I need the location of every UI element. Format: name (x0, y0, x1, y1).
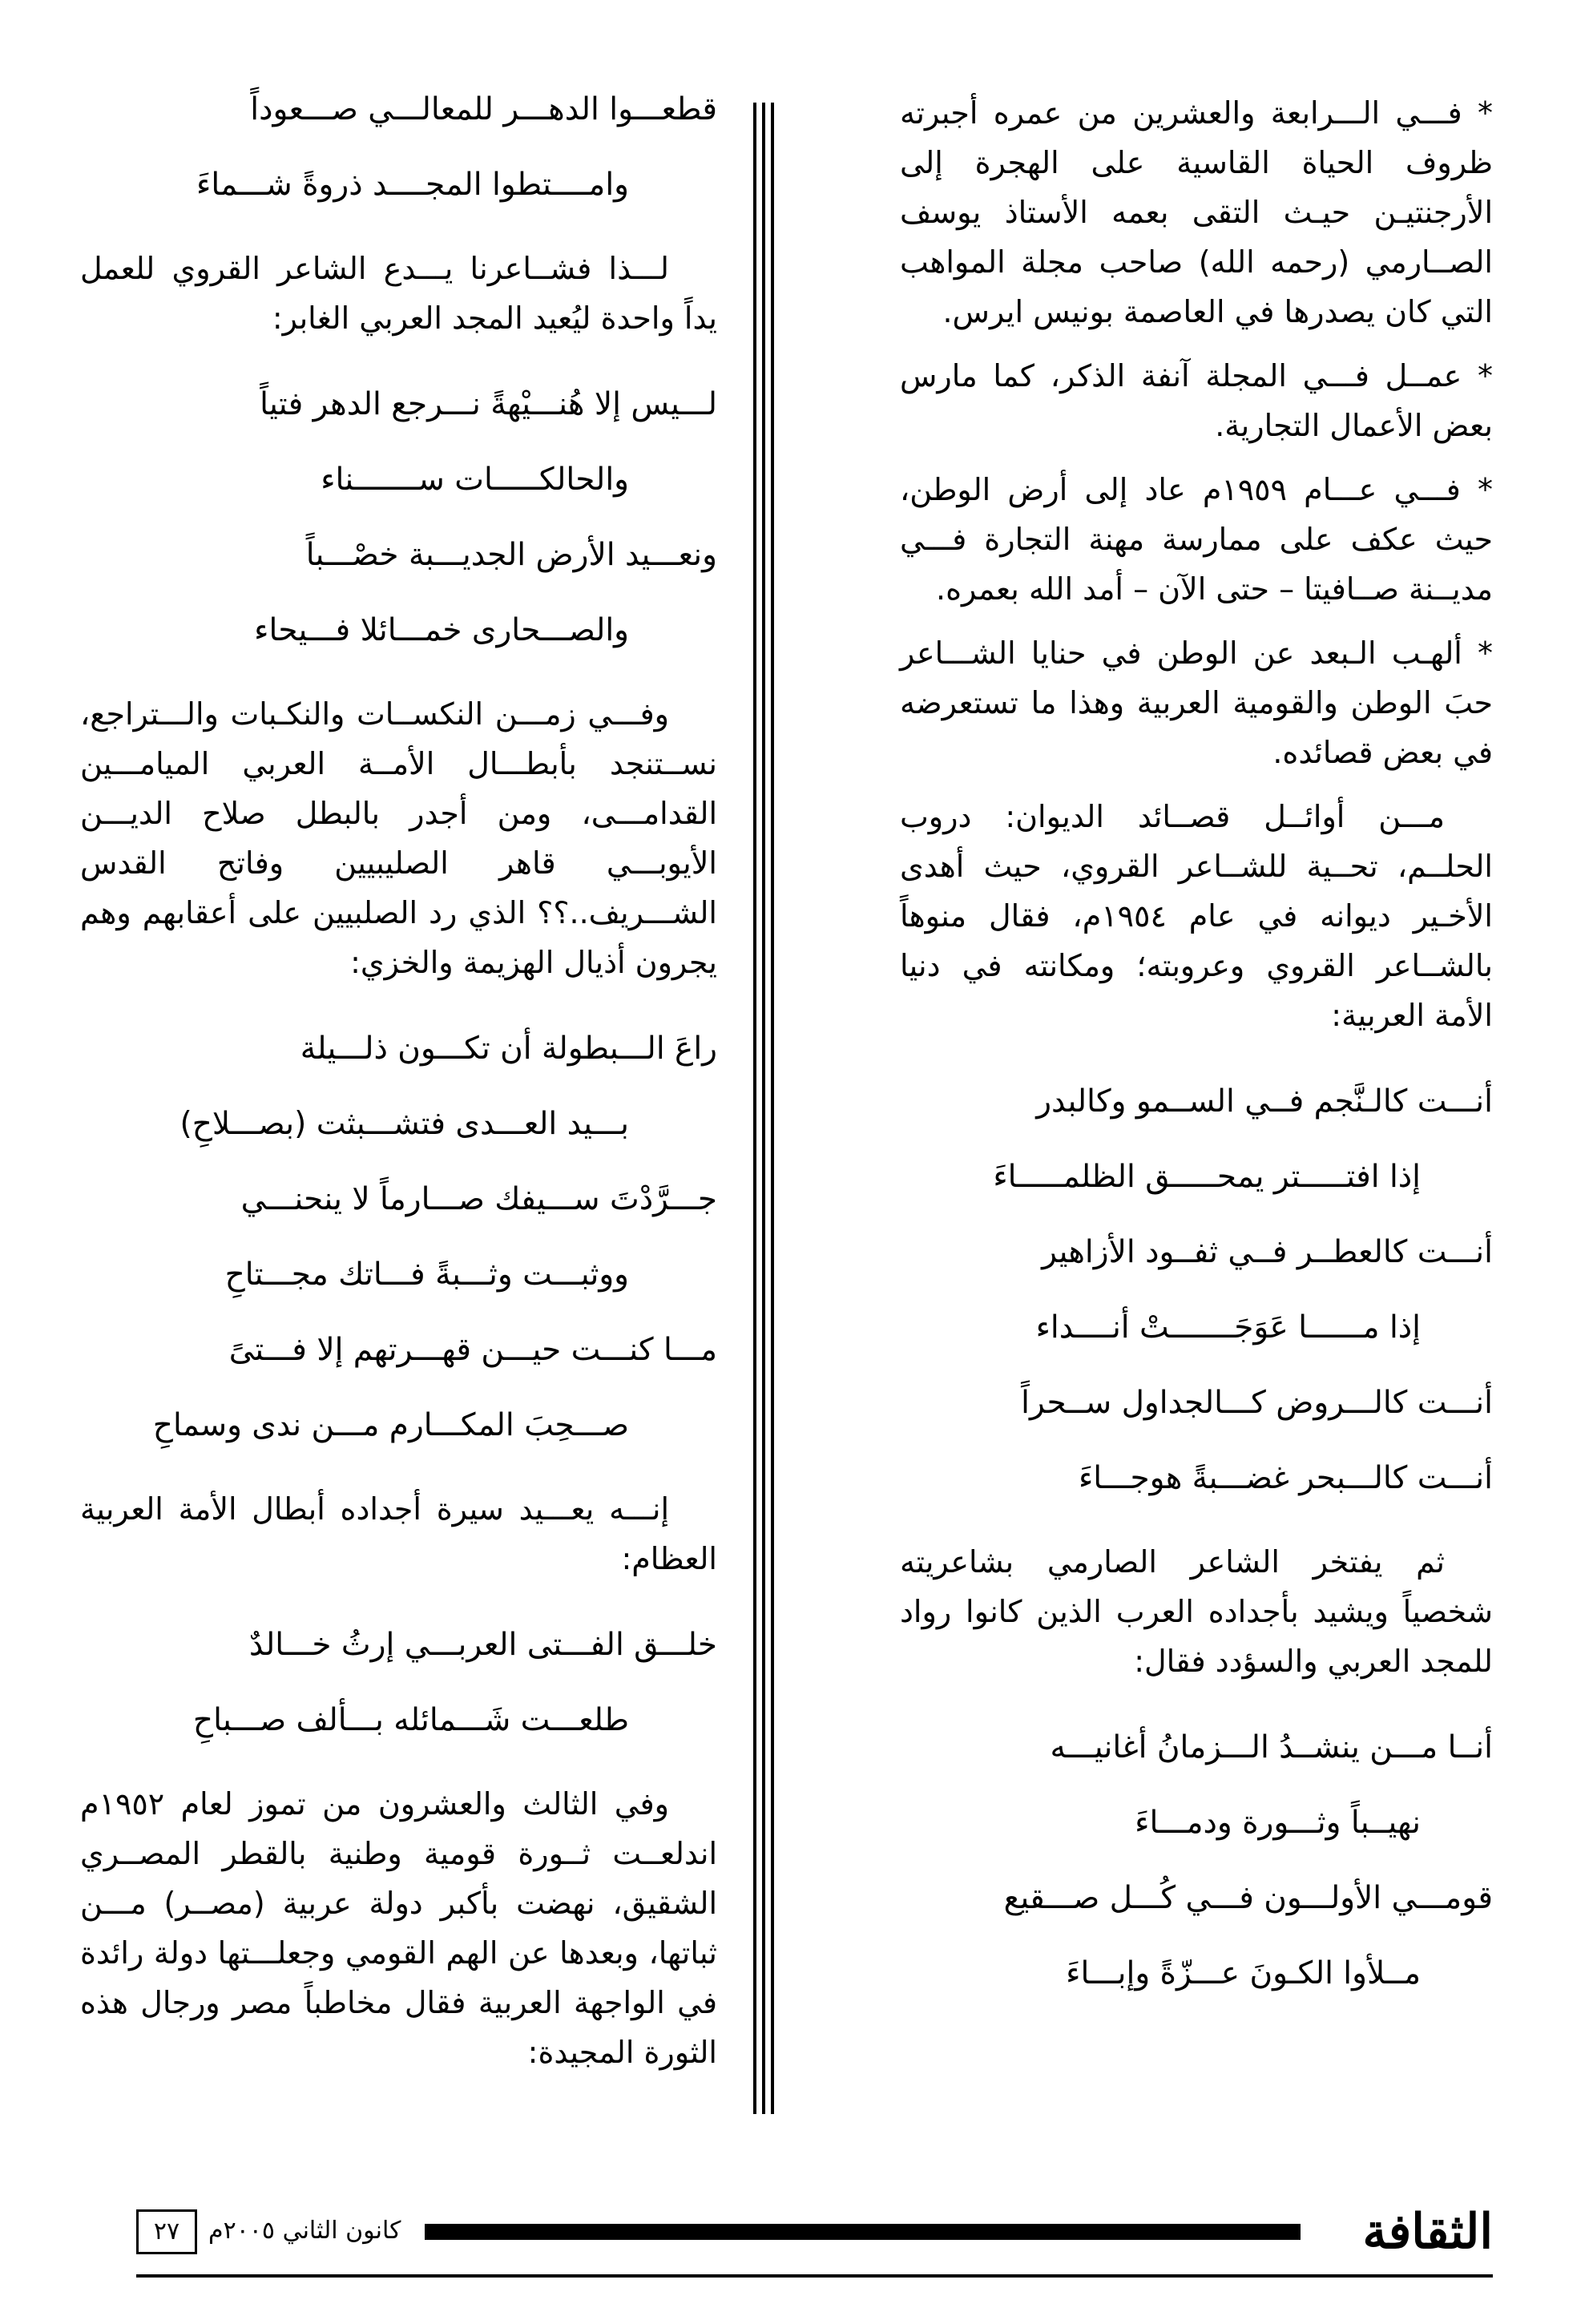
verse-line: مــلأوا الكـونَ عـــزّةً وإبـــاءَ (1066, 1955, 1421, 1991)
paragraph: وفـــي زمـــن النكســات والنكـبات والـــتراجع، نســتنجد بأبطـــال الأمــة العربي الميامـــين القدامـــى، ومن أجدر بالبطل صلاح الديـــن الأيوبـــي قاهر الصليبيين وفاتح القدس الشـــريف..؟؟ الذي رد الصلبيين على أعقابهم وهم يجرون أذيال الهزيمة والخزي: (80, 696, 717, 980)
verse-line: لـــيس إلا هُنـــيْهةً نـــرجع الدهر فتياً (260, 386, 717, 422)
verse-line: أنـــت كالـــروض كـــالجداول ســحراً (1021, 1385, 1493, 1421)
verse-line: أنـــت كالـــبحر غضـــبةً هوجـــاءَ (1078, 1460, 1493, 1496)
verse-line: قومـــي الأولـــون فـــي كُـــل صـــقيع (1003, 1880, 1493, 1916)
verse-line: راعَ الـــبطولة أن تكـــون ذلـــيلة (300, 1031, 717, 1067)
verse-line: إذا افتـــــتر يمحـــــق الظلمـــــاءَ (993, 1159, 1421, 1195)
verse-line: جـــرَّدْتَ ســـيفك صـــارماً لا ينحنـــي (240, 1181, 717, 1217)
verse-line: طلعـــت شَـــمائله بـــألف صـــباحِ (192, 1702, 629, 1738)
left-column (80, 88, 717, 2092)
paragraph: مـــن أوائــل قصــائد الديوان: دروب الحلــم، تحــية للشــاعر القروي، حيث أهدى الأخـير ديوانه في عام ١٩٥٤م، فقال منوهاً بالشــاعر القروي وعروبته؛ ومكانته في دنيا الأمة العربية: (900, 799, 1493, 1033)
verse-line: ونعـــيد الأرض الجديـــبة خصْـــباً (305, 537, 717, 573)
verse-line: خلـــق الفـــتى العربـــي إرثُ خـــالدٌ (248, 1627, 717, 1663)
verse-line: صـــحِبَ المكـــارم مـــن ندى وسماحِ (152, 1407, 629, 1443)
poem-verses (80, 367, 717, 668)
poem-verses (900, 1064, 1493, 1516)
page-number: ٢٧ (136, 2209, 197, 2254)
issue-date: كانون الثاني ٢٠٠٥م (208, 2217, 401, 2245)
paragraph: * فـــي عـــام ١٩٥٩م عاد إلى أرض الوطن، حيث عكف على ممارسة مهنة التجارة فـــي مديــنة صــافيتا – حتى الآن – أمد الله بعمره. (900, 472, 1493, 607)
poem-verses (80, 72, 717, 223)
paragraph: ثم يفتخر الشاعر الصارمي بشاعريته شخصياً ويشيد بأجداده العرب الذين كانوا رواد للمجد العربي والسؤدد فقال: (900, 1544, 1493, 1679)
poem-verses (900, 1710, 1493, 2011)
magazine-logo: الثقافة (1362, 2204, 1493, 2260)
verse-line: ووثبـــت وثـــبةً فـــاتك مجـــتاحِ (224, 1257, 629, 1293)
column-divider (753, 103, 774, 2114)
verse-line: نهيــباً وثـــورة ودمـــاءَ (1135, 1805, 1421, 1841)
verse-line: مـــا كنـــت حيـــن قهـــرتهم إلا فـــتىً (228, 1332, 717, 1368)
paragraph: وفي الثالث والعشرون من تموز لعام ١٩٥٢م اندلعــت ثــورة قومية وطنية بالقطر المصــري الشقيق، نهضت بأكبر دولة عربية (مصــر) مـــن ثباتها، وبعدها عن الهم القومي وجعلـــتها دولة رائدة في الواجهة العربية فقال مخاطباً مصر ورجال هذه الثورة المجيدة: (80, 1786, 717, 2070)
verse-line: والحالكـــــات ســـــــناء (321, 462, 629, 498)
verse-line: قطعـــوا الدهـــر للمعالـــي صـــعوداً (250, 91, 717, 127)
paragraph: لـــذا فشــاعرنا يـــدع الشاعر القروي للعمل يداً واحدة ليُعيد المجد العربي الغابر: (80, 251, 717, 336)
right-column (900, 88, 1493, 2032)
poem-verses (80, 1608, 717, 1758)
page-footer (136, 2200, 1493, 2264)
verse-line: والصـــحارى خمـــائلا فـــيحاء (254, 612, 629, 648)
verse-line: بـــيد العـــدى فتشـــبثت (بصـــلاحِ) (179, 1106, 629, 1142)
verse-line: أنــا مـــن ينشــدُ الـــزمانُ أغانيـــه (1050, 1729, 1493, 1765)
footer-rule (136, 2274, 1493, 2278)
verse-line: إذا مــــــا عَوَجَـــــــتْ أنــــداء (1035, 1309, 1421, 1346)
footer-bar (425, 2224, 1301, 2240)
paragraph: * فـــي الـــرابعة والعشرين من عمره أجبرته ظروف الحياة القاسية على الهجرة إلى الأرجنتيـن حيـث التقى بعمه الأستاذ يوسف الصــارمي (رحمه الله) صاحب مجلة المواهب التي كان يصدرها في العاصمة بونيس ايرس. (900, 95, 1493, 329)
paragraph: * عمــل فـــي المجلة آنفة الذكر، كما مارس بعض الأعمال التجارية. (900, 358, 1493, 443)
paragraph: * ألهـب الـبعد عن الوطن في حنايا الشـــاعر حبَ الوطن والقومية العربية وهذا ما تستعرضه في بعض قصائده. (900, 635, 1493, 770)
verse-line: أنـــت كالـنَّجم فــي الســمو وكالبدر (1036, 1083, 1493, 1120)
verse-line: وامــــتطوا المجــــد ذروةً شـــماءَ (196, 167, 629, 203)
paragraph: إنـــه يعـــيد سيرة أجداده أبطال الأمة العربية العظام: (80, 1491, 717, 1576)
poem-verses (80, 1011, 717, 1463)
verse-line: أنـــت كالعطــر فــي ثفــود الأزاهير (1042, 1234, 1493, 1270)
